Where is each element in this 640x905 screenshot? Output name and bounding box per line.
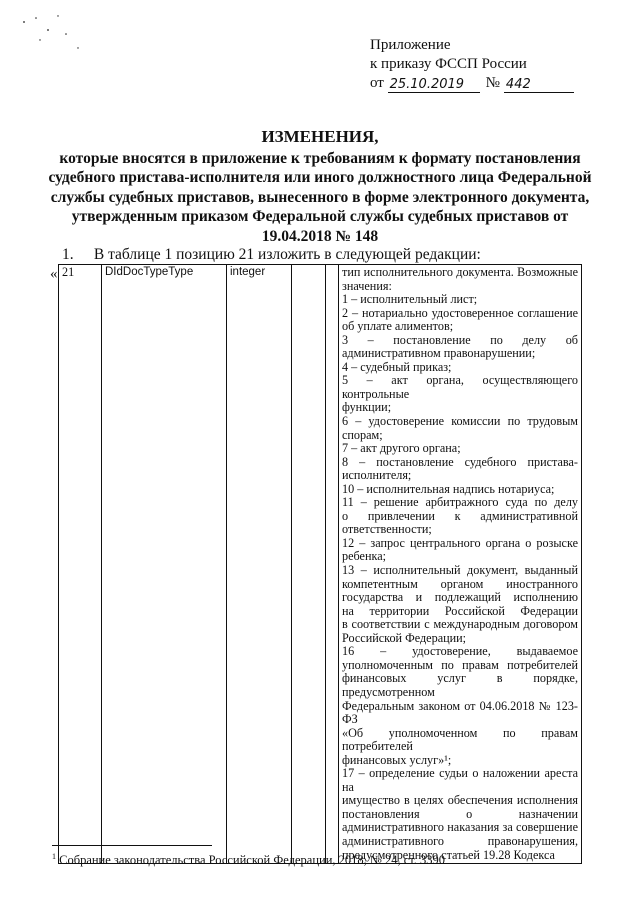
description-line: тип исполнительного документа. Возможные [342,265,578,279]
footnote-separator [52,845,212,846]
description-line: 13 – исполнительный документ, выданный [342,563,578,578]
cell-position: 21 [59,265,102,864]
item-1 [62,246,481,264]
description-line: финансовых услуг в порядке, предусмотренном [342,671,578,699]
description-line: «Об уполномоченном по правам потребителей [342,725,578,754]
order-date-number-line [370,74,610,93]
cell-element-name: DIdDocTypeType [102,265,227,864]
description-line: спорам; [342,427,383,442]
document-title [40,127,600,246]
description-line: 1 – исполнительный лист; [342,292,478,307]
description-line: 12 – запрос центрального органа о розыске [342,535,578,550]
table-row [59,265,582,864]
appendix-header [370,36,610,93]
description-line: 11 – решение арбитражного суда по делу [342,495,578,510]
number-sign: № [485,75,500,91]
description-line: 4 – судебный приказ; [342,359,452,374]
handwritten-date: 25.10.2019 [388,78,480,93]
description-line: 8 – постановление судебного пристава- [342,454,578,469]
description-line: о привлечении к административной [342,508,578,523]
from-label: от [370,75,384,91]
description-line: 17 – определение судьи о наложении ареста на [342,766,578,794]
position-table [58,264,582,864]
description-line: 5 – акт органа, осуществляющего контрольные [342,373,578,401]
description-line: ответственности; [342,522,432,537]
description-line: на территории Российской Федерации [342,603,578,618]
description-line: предусмотренного статьей 19.28 Кодекса [342,847,555,862]
handwritten-order-number: 442 [504,78,574,93]
cell-empty-2 [326,265,339,864]
footnote-text: Собрание законодательства Российской Федерации, 2018, № 24, ст. 3390 [59,853,446,867]
description-line: функции; [342,400,392,415]
description-line: имущество в целях обеспечения исполнения [342,793,578,808]
description-line: административном правонарушении; [342,346,536,361]
cell-data-type: integer [227,265,292,864]
description-line: Российской Федерации; [342,630,467,645]
description-line: об уплате алиментов; [342,319,454,334]
description-line: 2 – нотариально удостоверенное соглашение [342,305,578,320]
description-line: 10 – исполнительная надпись нотариуса; [342,481,555,496]
title-subtitle: которые вносятся в приложение к требованиям к формату постановления судебного пристава-исполнителя или иного должностного лица Федеральной службы судебных приставов, вынесенного в форме электронного документа, утвержденным приказом Федеральной службы судебных приставов от 19.04.2018 № 148 [48,149,592,245]
cell-description [339,265,582,864]
description-line: постановления о назначении [342,806,578,821]
description-line: 16 – удостоверение, выдаваемое [342,644,578,659]
description-line: исполнителя; [342,468,412,483]
description-line: ребенка; [342,549,387,564]
description-line: 6 – удостоверение комиссии по трудовым [342,414,578,429]
description-line: значения: [342,278,392,293]
title-main: ИЗМЕНЕНИЯ, [261,127,379,146]
description-line: государства и подлежащий исполнению [342,590,578,605]
description-line: 3 – постановление по делу об [342,332,578,347]
scan-speck-marks [20,12,80,52]
footnote-mark: 1 [52,851,56,861]
item-text: В таблице 1 позицию 21 изложить в следующей редакции: [93,246,481,263]
description-lines [342,266,578,862]
description-line: административного правонарушения, [342,833,578,848]
appendix-order-ref: к приказу ФССП России [370,56,527,72]
description-line: административного наказания за совершение [342,820,578,835]
open-quote-mark: « [50,266,58,282]
description-line: финансовых услуг»¹; [342,752,452,767]
appendix-label: Приложение [370,37,451,53]
description-line: компетентным органом иностранного [342,576,578,591]
description-line: 7 – акт другого органа; [342,441,461,456]
footnote [52,853,445,868]
cell-empty-1 [292,265,326,864]
item-number: 1. [62,246,74,263]
description-line: в соответствии с международным договором [342,617,578,632]
description-line: уполномоченным по правам потребителей [342,657,578,672]
description-line: Федеральным законом от 04.06.2018 № 123-ФЗ [342,698,578,727]
